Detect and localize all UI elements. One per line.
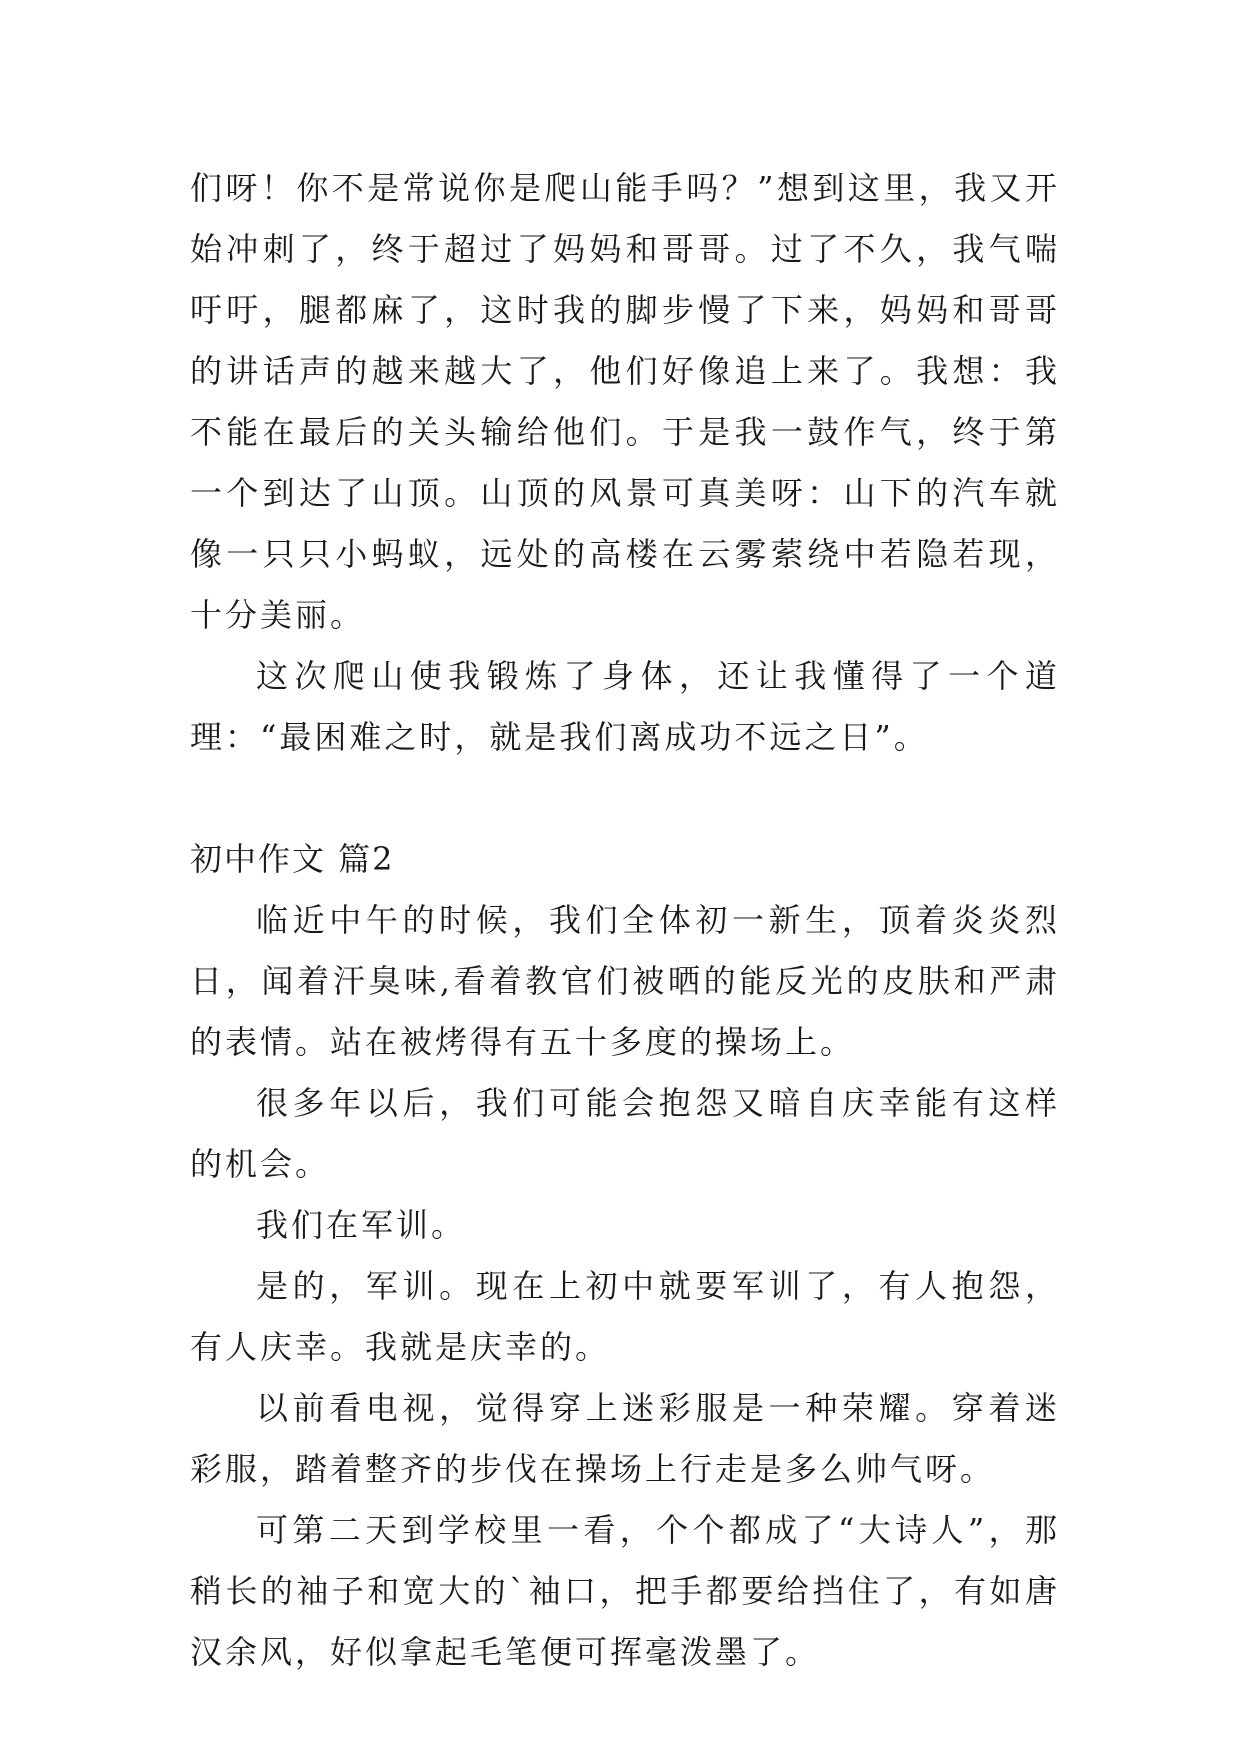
section-title: 初中作文 篇2 xyxy=(190,840,395,878)
paragraph-second-day: 可第二天到学校里一看，个个都成了“大诗人”，那稍长的袖子和宽大的`袖口，把手都要给挡住了，有如唐汉余风，好似拿起毛笔便可挥毫泼墨了。 xyxy=(190,1511,1060,1671)
document-body xyxy=(190,158,1060,1683)
paragraph-yes-training: 是的，军训。现在上初中就要军训了，有人抱怨，有人庆幸。我就是庆幸的。 xyxy=(190,1267,1060,1366)
paragraph-climbing-end: 们呀！你不是常说你是爬山能手吗？”想到这里，我又开始冲刺了，终于超过了妈妈和哥哥。过了不久，我气喘吁吁，腿都麻了，这时我的脚步慢了下来，妈妈和哥哥的讲话声的越来越大了，他们好像追上来了。我想：我不能在最后的关头输给他们。于是我一鼓作气，终于第一个到达了山顶。山顶的风景可真美呀：山下的汽车就像一只只小蚂蚁，远处的高楼在云雾萦绕中若隐若现，十分美丽。 xyxy=(190,169,1060,634)
paragraph-climbing-lesson: 这次爬山使我锻炼了身体，还让我懂得了一个道理：“最困难之时，就是我们离成功不远之日”。 xyxy=(190,657,1060,756)
paragraph-military-training: 我们在军训。 xyxy=(256,1206,467,1244)
paragraph-noon: 临近中午的时候，我们全体初一新生，顶着炎炎烈日，闻着汗臭味,看着教官们被晒的能反光的皮肤和严肃的表情。站在被烤得有五十多度的操场上。 xyxy=(190,901,1060,1061)
paragraph-many-years: 很多年以后，我们可能会抱怨又暗自庆幸能有这样的机会。 xyxy=(190,1084,1060,1183)
paragraph-camouflage: 以前看电视，觉得穿上迷彩服是一种荣耀。穿着迷彩服，踏着整齐的步伐在操场上行走是多么帅气呀。 xyxy=(190,1389,1060,1488)
